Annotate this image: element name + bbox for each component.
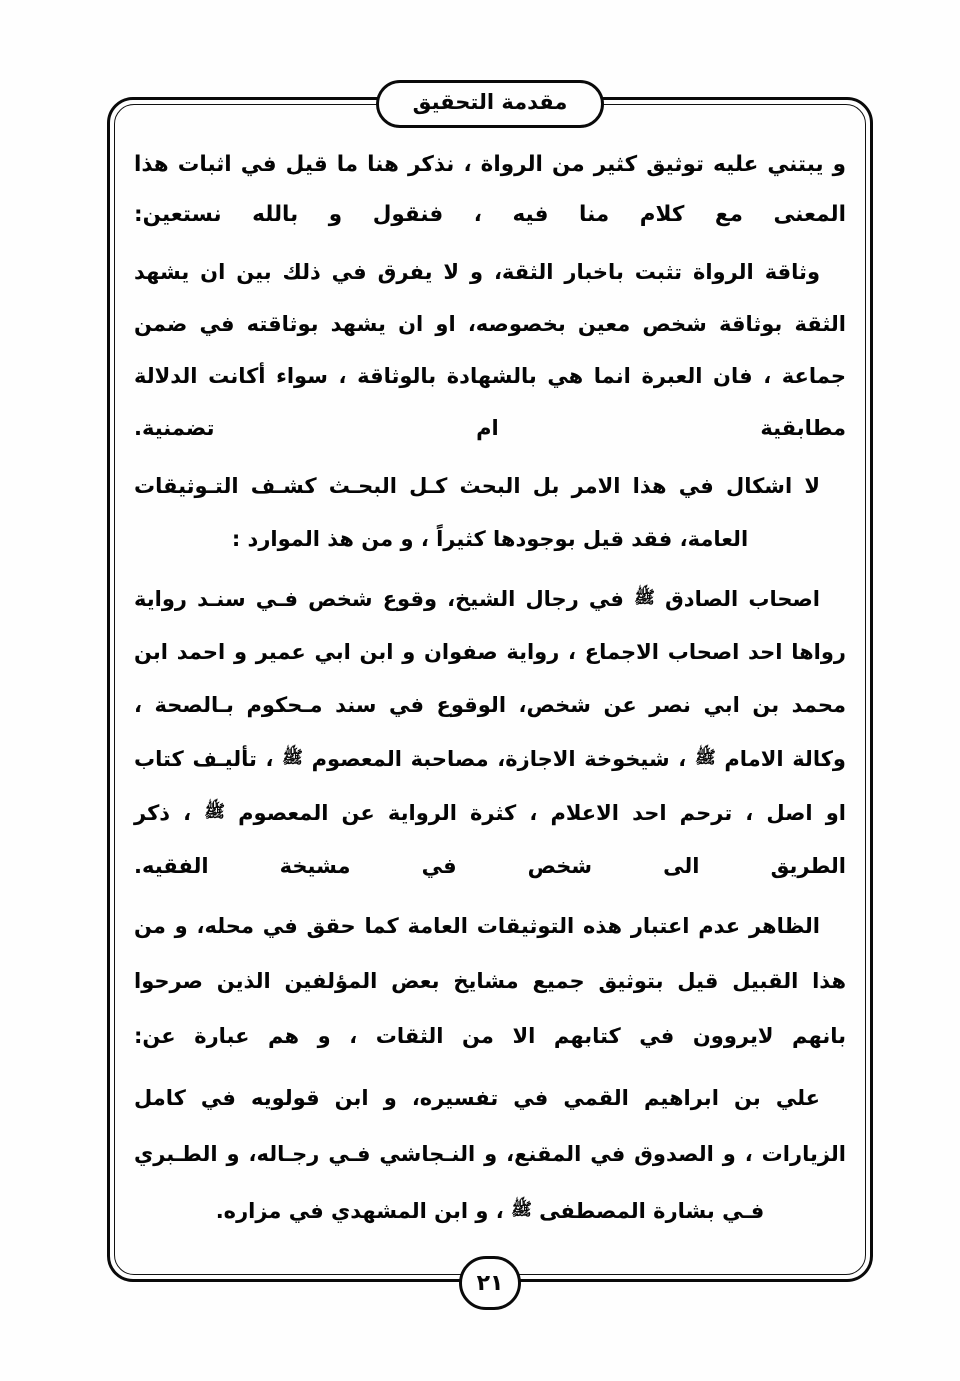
paragraph-6 [134, 1070, 846, 1239]
page-number: ٢١ [476, 1270, 504, 1296]
paragraph-3-text: لا اشكال في هذا الامر بل البحث كـل البحـث كشـف التـوثيقات العامة، فقد قيل بوجودها كثيراً ، و من هذ الموارد : [134, 474, 820, 551]
paragraph-4-segment-4: ، شيخوخة الاجازة، مصاحبة المعصوم [302, 747, 695, 772]
paragraph-1 [134, 140, 846, 240]
paragraph-4-segment-0: اصحاب الصادق [654, 587, 820, 612]
paragraph-2 [134, 246, 846, 454]
header-title-pill [376, 80, 605, 128]
honorific-alayhi-as-salam-icon: ﷺ [694, 748, 716, 769]
paragraph-6-segment-2: ، و ابن المشهدي في مزاره. [215, 1199, 512, 1224]
paragraph-5 [134, 899, 846, 1064]
honorific-sallallahu-alayhi-wa-alihi-icon: ﷺ [511, 1200, 532, 1221]
paragraph-4-segment-2: في رجال الشيخ، وقوع شخص فـي سنـد رواية رواها احد اصحاب الاجماع ، رواية صفوان و ابن ابي عمير و احمد ابن محمد بن ابي نصر عن شخص، الوقوع في سند مـحكوم بـالصحة ، وكالة الامام [134, 587, 846, 772]
page-title: مقدمة التحقيق [412, 89, 568, 114]
paragraph-2-text: وثاقة الرواة تثبت باخبار الثقة، و لا يفرق في ذلك بين ان يشهد الثقة بوثاقة شخص معين بخصوصه، او ان يشهد بوثاقته في ضمن جماعة ، فان العبرة انما هي بالشهادة بالوثاقة ، سواء أكانت الدلالة مطابقية ام تضمنية. [134, 260, 846, 440]
page-header [107, 76, 873, 132]
paragraph-4-segment-8: ، ذكر الطريق الى شخص في مشيخة الفقيه. [134, 801, 846, 879]
honorific-alayhi-as-salam-icon: ﷺ [204, 802, 226, 823]
page-number-pill [459, 1256, 521, 1310]
honorific-alayhi-as-salam-icon: ﷺ [634, 588, 655, 608]
paragraph-1-text: و يبتني عليه توثيق كثير من الرواة ، نذكر هنا ما قيل في اثبات هذا المعنى مع كلام منا فيه ، فنقول و بالله نستعين: [134, 152, 846, 227]
paragraph-4-segment-6: ، تأليـف كتاب او اصل ، ترحم احد الاعلام ، كثرة الرواية عن المعصوم [134, 747, 846, 826]
paragraph-4 [134, 572, 846, 893]
paragraph-5-text: الظاهر عدم اعتبار هذه التوثيقات العامة كما حقق في محله، و من هذا القبيل قيل بتوثيق جميع مشايخ بعض المؤلفين الذين صرحوا بانهم لايروون في كتابهم الا من الثقات ، و هم عبارة عن: [134, 914, 846, 1049]
honorific-alayhi-as-salam-icon: ﷺ [282, 748, 303, 769]
paragraph-6-segment-0: علي بن ابراهيم القمي في تفسيره، و ابن قولويه في كامل الزيارات ، و الصدوق في المقنع، و النـجاشي فـي رجـاله، و الطـبري فـي بشارة المصطفى [134, 1086, 846, 1224]
paragraph-3 [134, 460, 846, 566]
body-text-column [134, 140, 846, 1240]
page-footer [107, 1253, 873, 1313]
